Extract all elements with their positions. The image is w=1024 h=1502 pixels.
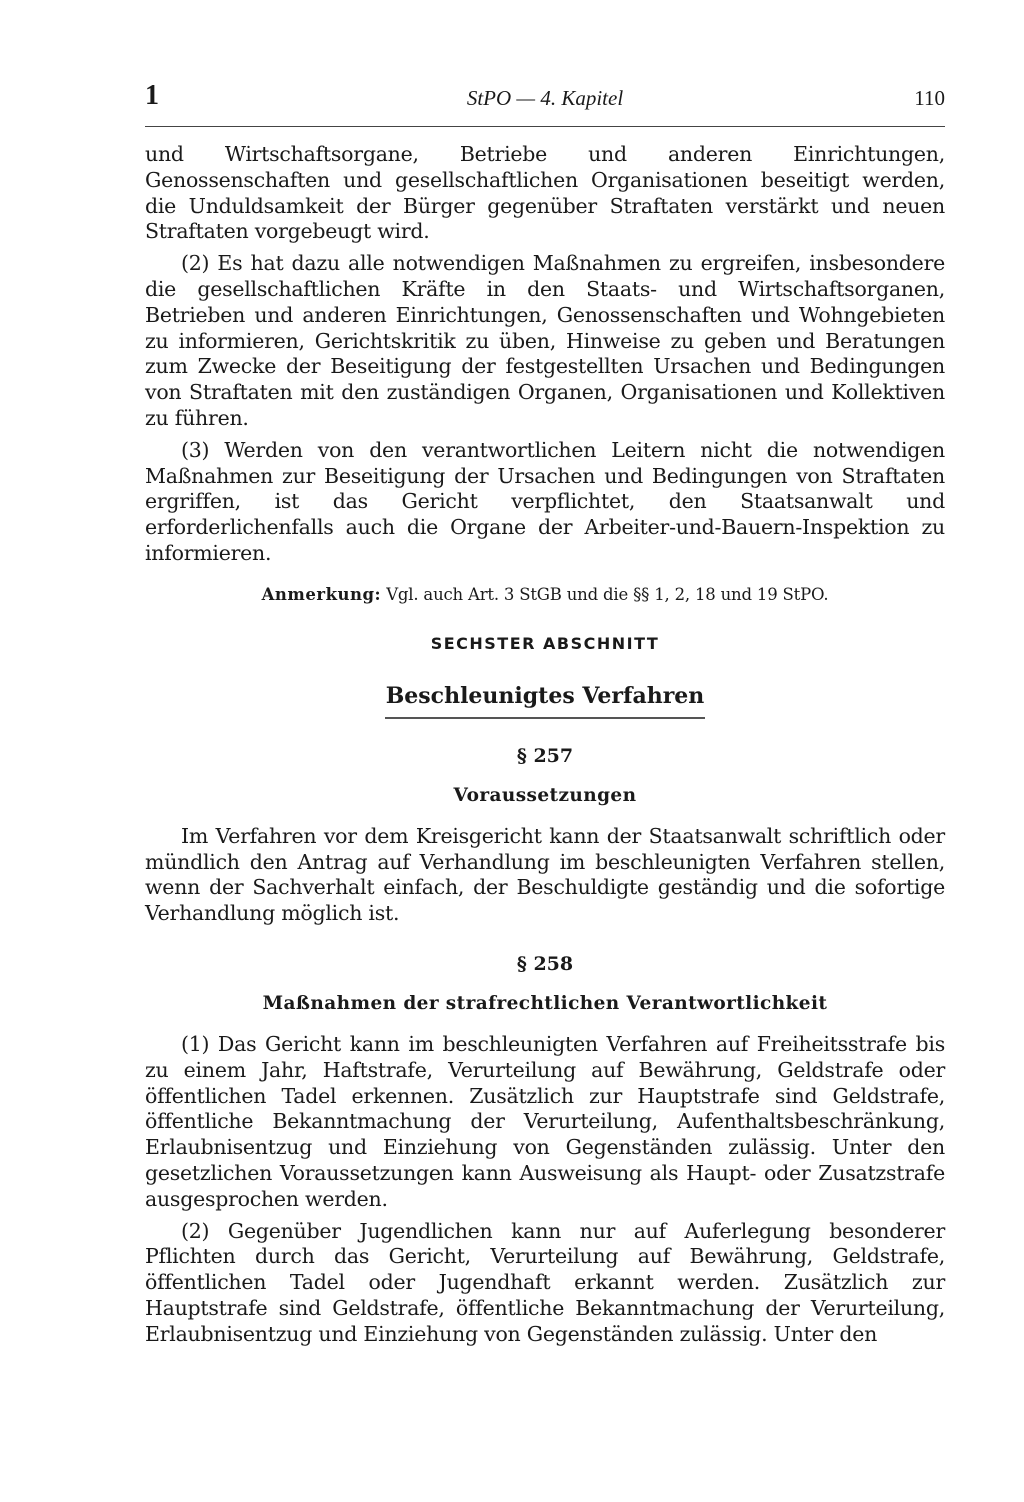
paragraph-257-number: § 257 bbox=[516, 744, 574, 767]
paragraph-258-title: Maßnahmen der strafrechtlichen Verantwortlichkeit bbox=[262, 992, 828, 1014]
note-text: Vgl. auch Art. 3 StGB und die §§ 1, 2, 18 und 19 StPO. bbox=[386, 584, 829, 604]
document-page bbox=[145, 80, 945, 1354]
paragraph-256-3: (3) Werden von den verantwortlichen Leitern nicht die notwendigen Maßnahmen zur Beseitigung der Ursachen und Bedingungen von Straftaten ergriffen, ist das Gericht verpflichtet, den Staatsanwalt und erforderlichenfalls auch die Organe der Arbeiter-und-Bauern-Inspektion zu informieren. bbox=[145, 437, 945, 565]
paragraph-257-title: Voraussetzungen bbox=[453, 784, 637, 806]
note-label: Anmerkung: bbox=[261, 584, 382, 604]
paragraph-257-body bbox=[145, 824, 945, 927]
paragraph-258-body bbox=[145, 1032, 945, 1348]
header-rule bbox=[145, 126, 945, 127]
paragraph-258-2: (2) Gegenüber Jugendlichen kann nur auf Auferlegung besonderer Pflichten durch das Gericht, Verurteilung auf Bewährung, Geldstrafe, öffentlichen Tadel oder Jugendhaft erkannt werden. Zusätzlich zur Hauptstrafe sind Geldstrafe, öffentliche Bekanntmachung der Verurteilung, Erlaubnisentzug und Einziehung von Gegenständen zulässig. Unter den bbox=[145, 1218, 945, 1346]
section-title-rule bbox=[385, 717, 705, 719]
annotation-note bbox=[145, 585, 945, 604]
section-title: Beschleunigtes Verfahren bbox=[385, 682, 705, 709]
running-title: StPO — 4. Kapitel bbox=[466, 86, 624, 110]
section-256-continuation bbox=[145, 142, 945, 567]
paragraph-258-1: (1) Das Gericht kann im beschleunigten Verfahren auf Freiheitsstrafe bis zu einem Jahr, Haftstrafe, Verurteilung auf Bewährung, Geldstrafe oder öffentlichen Tadel erkennen. Zusätzlich zur Hauptstrafe sind Geldstrafe, öffentliche Bekanntmachung der Verurteilung, Aufenthaltsbeschränkung, Erlaubnisentzug und Einziehung von Gegenständen zulässig. Unter den gesetzlichen Voraussetzungen kann Ausweisung als Haupt- oder Zusatzstrafe ausgesprochen werden. bbox=[145, 1031, 945, 1211]
paragraph-256-2: (2) Es hat dazu alle notwendigen Maßnahmen zu ergreifen, insbesondere die gesellschaftlichen Kräfte in den Staats- und Wirtschaftsorganen, Betrieben und anderen Einrichtungen, Genossenschaften und Wohngebieten zu informieren, Gerichtskritik zu üben, Hinweise zu geben und Beratungen zum Zwecke der Beseitigung der festgestellten Ursachen und Bedingungen von Straftaten mit den zuständigen Organen, Organisationen und Kollektiven zu führen. bbox=[145, 251, 945, 430]
section-label: SECHSTER ABSCHNITT bbox=[430, 633, 660, 653]
paragraph-257-text: Im Verfahren vor dem Kreisgericht kann der Staatsanwalt schriftlich oder mündlich den Antrag auf Verhandlung im beschleunigten Verfahren stellen, wenn der Sachverhalt einfach, der Beschuldigte geständig und die sofortige Verhandlung möglich ist. bbox=[145, 823, 945, 926]
running-head bbox=[145, 80, 945, 120]
continuation-paragraph: und Wirtschaftsorgane, Betriebe und anderen Einrichtungen, Genossenschaften und gesellschaftlichen Organisationen beseitigt werden, die Unduldsamkeit der Bürger gegenüber Straftaten verstärkt und neuen Straftaten vorgebeugt wird. bbox=[145, 142, 945, 244]
chapter-number: 1 bbox=[145, 80, 159, 111]
paragraph-258-number: § 258 bbox=[516, 952, 574, 975]
page-number: 110 bbox=[914, 86, 945, 110]
